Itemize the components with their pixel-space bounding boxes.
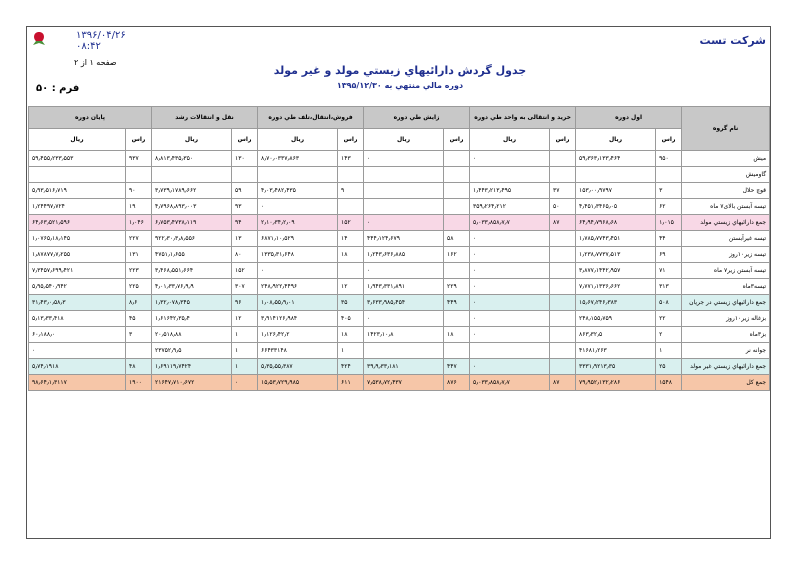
amount-cell: ۱٫۶۱۶۴۲٫۳۵٫۴ xyxy=(152,311,232,327)
count-cell: ۵۸ xyxy=(444,231,470,247)
count-cell: ۵۰۸ xyxy=(656,295,682,311)
amount-cell: ۱٫۲۴۳٫۶۳۶٫۸۸۵ xyxy=(364,247,444,263)
amount-cell: ۳۹٫۹٫۳۳٫۱۸۱ xyxy=(364,359,444,375)
table-row xyxy=(29,359,770,375)
amount-cell: ۱٫۲۳۸٫۷۷۳۷٫۵۱۳ xyxy=(576,247,656,263)
count-cell: ۲۲۵ xyxy=(126,279,152,295)
group-name-cell: تیسه۳ماه xyxy=(682,279,770,295)
count-cell: ۱۶۲ xyxy=(444,247,470,263)
amount-cell: ۲۴۸٫۹۲۲٫۴۴۹۶ xyxy=(258,279,338,295)
count-cell: ۵۰ xyxy=(550,199,576,215)
amount-cell: ۱٫۹۴۳٫۳۳۱٫۸۹۱ xyxy=(364,279,444,295)
count-cell: ۴۰۵ xyxy=(338,311,364,327)
sub-header-row xyxy=(29,129,770,151)
count-cell: ۸۷ xyxy=(550,215,576,231)
amount-cell: ۱۵۳٫۰۰٫۹۷۹۷ xyxy=(576,183,656,199)
amount-cell: ۰ xyxy=(364,311,444,327)
count-cell: ۶۹ xyxy=(656,247,682,263)
amount-cell: ۴٫۰۳٫۴۸۲٫۴۳۵ xyxy=(258,183,338,199)
count-cell xyxy=(444,263,470,279)
group-name-cell: بز۳ماه xyxy=(682,327,770,343)
count-cell: ۱۸ xyxy=(338,247,364,263)
amount-cell: ۰ xyxy=(364,151,444,167)
count-header: راس xyxy=(656,129,682,151)
count-cell: ۹۶ xyxy=(232,295,258,311)
count-cell: ۹۴ xyxy=(232,215,258,231)
count-cell: ۲۲۷ xyxy=(126,231,152,247)
count-cell xyxy=(550,263,576,279)
count-cell: ۱۲ xyxy=(338,279,364,295)
amount-cell: ۵۹٫۴۵۵٫۲۳۳٫۵۵۳ xyxy=(29,151,126,167)
count-cell: ۷۱ xyxy=(656,263,682,279)
amount-cell: ۱٫۸۷۸۷۷٫۷٫۲۵۵ xyxy=(29,247,126,263)
table-row xyxy=(29,167,770,183)
count-cell: ۵۹ xyxy=(232,183,258,199)
amount-cell: ۴۱۶۸۱٫۲۶۳ xyxy=(576,343,656,359)
count-cell: ۱ xyxy=(338,343,364,359)
table-row xyxy=(29,295,770,311)
amount-cell: ۶٫۷۵۳٫۴۷۳۸٫۱۱۹ xyxy=(152,215,232,231)
count-cell xyxy=(444,151,470,167)
amount-cell: ۴۷۵۱٫۱٫۶۵۵ xyxy=(152,247,232,263)
amount-cell xyxy=(576,167,656,183)
count-cell: ۱٫۰۱۵ xyxy=(656,215,682,231)
table-row xyxy=(29,311,770,327)
amount-cell: ۲۰٫۵۱۸٫۸۸ xyxy=(152,327,232,343)
table-row xyxy=(29,279,770,295)
group-name-cell: جمع دارائيهاي زيستي غير مولد xyxy=(682,359,770,375)
amount-cell: ۱٫۲۴۴۹۷٫۷۲۴ xyxy=(29,199,126,215)
count-cell: ۱٫۰۴۶ xyxy=(126,215,152,231)
count-cell: ۱۵۴۸ xyxy=(656,375,682,391)
count-cell: ۱۵۲ xyxy=(232,263,258,279)
count-cell: ۹۳ xyxy=(232,199,258,215)
amount-cell: ۶۴٫۶۳٫۵۲۱٫۵۹۶ xyxy=(29,215,126,231)
company-name: شرکت تست xyxy=(699,34,766,47)
table-row xyxy=(29,151,770,167)
amount-header: ريال xyxy=(364,129,444,151)
amount-cell xyxy=(258,167,338,183)
amount-header: ريال xyxy=(258,129,338,151)
table-row xyxy=(29,199,770,215)
table-row xyxy=(29,183,770,199)
amount-cell: ۸٫۷۰٫۰۳۳۷٫۸۶۳ xyxy=(258,151,338,167)
page-info: صفحه ۱ از ۲ xyxy=(74,58,117,67)
count-cell: ۰ xyxy=(232,375,258,391)
amount-cell: ۶۰٫۱۸۸٫۰ xyxy=(29,327,126,343)
amount-cell: ۱٫۷۸۵٫۷۷۴۳٫۴۵۱ xyxy=(576,231,656,247)
group-name-cell: ميش xyxy=(682,151,770,167)
amount-cell: ۶۸۷۱٫۱۰٫۵۲۹ xyxy=(258,231,338,247)
count-cell: ۳۵ xyxy=(338,295,364,311)
amount-cell: ۷٫۳۴۵۷٫۶۹۹٫۴۲۱ xyxy=(29,263,126,279)
count-cell xyxy=(550,343,576,359)
amount-cell: ۰ xyxy=(470,231,550,247)
amount-cell: ۱۴۲۳٫۱۰٫۸ xyxy=(364,327,444,343)
rose-logo-icon xyxy=(30,29,48,47)
count-cell: ۶۲ xyxy=(656,199,682,215)
group-header: اول دوره xyxy=(576,107,682,129)
count-cell xyxy=(444,311,470,327)
count-cell: ۲۲۹ xyxy=(444,279,470,295)
amount-cell: ۱۳۳۵٫۳۱٫۶۴۸ xyxy=(258,247,338,263)
amount-cell: ۴٫۰۱٫۳۳٫۷۶٫۹٫۹ xyxy=(152,279,232,295)
amount-header: ريال xyxy=(576,129,656,151)
count-cell: ۶۱۱ xyxy=(338,375,364,391)
amount-cell: ۰ xyxy=(470,311,550,327)
amount-cell: ۷٫۵۳۸٫۷۲٫۴۳۷ xyxy=(364,375,444,391)
amount-cell: ۲٫۱۰٫۳۴٫۲٫۰۹ xyxy=(258,215,338,231)
amount-cell: ۰ xyxy=(470,359,550,375)
count-cell: ۱۳۱ xyxy=(126,247,152,263)
amount-cell: ۱٫۳۲٫۰۷۸٫۳۴۵ xyxy=(152,295,232,311)
count-cell: ۴۴۷ xyxy=(444,359,470,375)
count-cell: ۱۸ xyxy=(338,327,364,343)
amount-cell: ۷۹٫۹۵۲٫۱۳۲٫۲۸۶ xyxy=(576,375,656,391)
amount-cell xyxy=(364,167,444,183)
count-cell: ۲ xyxy=(656,327,682,343)
count-cell: ۱۸ xyxy=(444,327,470,343)
count-cell xyxy=(550,167,576,183)
count-cell: ۱۴۳ xyxy=(338,151,364,167)
amount-cell xyxy=(364,343,444,359)
count-cell: ۹ xyxy=(338,183,364,199)
amount-cell: ۱٫۶۹۱۱۹٫۷۴۲۴ xyxy=(152,359,232,375)
count-cell: ۱۳ xyxy=(232,231,258,247)
amount-cell: ۱٫۱۲۶٫۴۲٫۲ xyxy=(258,327,338,343)
amount-cell: ۳۳۳۱٫۹۲۱۳٫۳۵ xyxy=(576,359,656,375)
count-cell xyxy=(126,167,152,183)
amount-cell: ۳۱٫۴۳٫۰٫۵۸٫۳ xyxy=(29,295,126,311)
amount-cell: ۳٫۹۱۴۱۲۶٫۹۸۴ xyxy=(258,311,338,327)
group-header-row xyxy=(29,107,770,129)
amount-cell: ۵٫۹۵٫۵۴۰٫۹۴۲ xyxy=(29,279,126,295)
amount-cell: ۴۴۴٫۱۲۴٫۶۷۹ xyxy=(364,231,444,247)
count-cell: ۴۴۹ xyxy=(444,295,470,311)
count-cell xyxy=(444,215,470,231)
group-header: نقل و انتقالات رشد xyxy=(152,107,258,129)
amount-cell xyxy=(364,199,444,215)
count-cell: ۴۲۴ xyxy=(338,359,364,375)
amount-cell xyxy=(470,167,550,183)
table-row xyxy=(29,327,770,343)
count-cell: ۸۷۶ xyxy=(444,375,470,391)
count-cell: ۱۳۰ xyxy=(232,151,258,167)
amount-cell: ۳۵۹٫۲۶۴٫۲۱۲ xyxy=(470,199,550,215)
count-cell xyxy=(444,183,470,199)
count-cell: ۱۹۰۰ xyxy=(126,375,152,391)
count-cell: ۴۵ xyxy=(126,311,152,327)
page-border-top xyxy=(26,26,771,27)
amount-header: ريال xyxy=(470,129,550,151)
count-cell: ۳ xyxy=(656,183,682,199)
amount-cell: ۰ xyxy=(258,199,338,215)
count-cell xyxy=(126,343,152,359)
count-cell: ۳ xyxy=(126,327,152,343)
table-row xyxy=(29,231,770,247)
count-cell: ۲۵ xyxy=(656,359,682,375)
group-name-cell: تیسه غیرآبستن xyxy=(682,231,770,247)
count-cell: ۳۷ xyxy=(550,183,576,199)
group-name-cell: جمع کل xyxy=(682,375,770,391)
amount-cell: ۱۵٫۵۳٫۷۲۹٫۹۸۵ xyxy=(258,375,338,391)
count-cell xyxy=(656,167,682,183)
group-name-cell: بزغاله زیر۱۰روز xyxy=(682,311,770,327)
count-cell xyxy=(550,231,576,247)
count-header: راس xyxy=(550,129,576,151)
count-cell: ۹۰ xyxy=(126,183,152,199)
count-cell: ۱۵۲ xyxy=(338,215,364,231)
count-cell xyxy=(550,327,576,343)
group-name-cell: تیسه آبستن زیر۷ ماه xyxy=(682,263,770,279)
count-cell xyxy=(550,295,576,311)
count-cell xyxy=(550,279,576,295)
count-cell: ۱ xyxy=(656,343,682,359)
count-cell: ۴۸ xyxy=(126,359,152,375)
amount-cell: ۵٫۰۳۳٫۸۵۸٫۷٫۷ xyxy=(470,375,550,391)
count-cell xyxy=(444,343,470,359)
amount-cell: ۰ xyxy=(470,279,550,295)
count-cell: ۱۲ xyxy=(232,311,258,327)
count-cell xyxy=(338,167,364,183)
count-cell: ۱۹ xyxy=(126,199,152,215)
amount-cell: ۰ xyxy=(470,263,550,279)
amount-cell: ۷٫۷۷۱٫۱۳۳۶٫۶۶۲ xyxy=(576,279,656,295)
count-cell xyxy=(550,359,576,375)
count-header: راس xyxy=(126,129,152,151)
report-date: ۱۳۹۶/۰۴/۲۶ xyxy=(76,30,126,41)
group-name-cell: جمع دارائيهاي زيستي در جريان xyxy=(682,295,770,311)
group-name-cell: قوچ حلال xyxy=(682,183,770,199)
amount-cell: ۱۵٫۶۷٫۲۴۶٫۳۸۳ xyxy=(576,295,656,311)
amount-cell: ۹۸٫۶۴٫۱٫۳۱۱۷ xyxy=(29,375,126,391)
amount-cell: ۰ xyxy=(470,247,550,263)
report-title: جدول گردش دارائيهاي زيستي مولد و غير مولد xyxy=(273,64,527,77)
amount-header: ريال xyxy=(29,129,126,151)
amount-cell: ۶۴٫۹۴٫۷۹۶۸٫۶۸ xyxy=(576,215,656,231)
count-cell: ۱ xyxy=(232,343,258,359)
amount-cell: ۰ xyxy=(258,263,338,279)
report-time: ۰۸:۴۲ xyxy=(76,41,101,52)
count-cell xyxy=(338,199,364,215)
amount-cell: ۵٫۹۳٫۵۱۶٫۷۱۹ xyxy=(29,183,126,199)
group-header: فروش،انتقال،تلف طي دوره xyxy=(258,107,364,129)
count-cell: ۸۷ xyxy=(550,375,576,391)
amount-cell: ۳٫۴۶۸٫۵۵۱٫۶۶۴ xyxy=(152,263,232,279)
amount-cell: ۴٫۴۵۱٫۳۴۶۵٫۰۵ xyxy=(576,199,656,215)
count-header: راس xyxy=(232,129,258,151)
amount-cell: ۰ xyxy=(470,327,550,343)
amount-cell xyxy=(152,167,232,183)
report-period: دوره مالي منتهي به ۱۳۹۵/۱۲/۳۰ xyxy=(336,81,464,90)
table-row xyxy=(29,263,770,279)
amount-cell: ۱٫۰۸٫۵۵٫۹٫۰۱ xyxy=(258,295,338,311)
amount-cell: ۵٫۱۳٫۳۳٫۴۱۸ xyxy=(29,311,126,327)
amount-cell: ۳٫۸۷۷٫۱۴۴۲٫۹۵۷ xyxy=(576,263,656,279)
form-number: فرم : ۵۰ xyxy=(36,83,80,94)
amount-cell: ۲۴۸٫۱۵۵٫۷۵۹ xyxy=(576,311,656,327)
amount-cell xyxy=(470,343,550,359)
count-cell: ۱ xyxy=(232,327,258,343)
group-name-cell: گاومیش xyxy=(682,167,770,183)
count-cell xyxy=(232,167,258,183)
count-cell: ۱۴ xyxy=(338,231,364,247)
amount-cell: ۶۶۴۳۳۱۴۸ xyxy=(258,343,338,359)
count-cell xyxy=(550,151,576,167)
amount-cell: ۵٫۳۵٫۵۵٫۳۸۷ xyxy=(258,359,338,375)
group-name-header: نام گروه xyxy=(682,107,770,151)
amount-cell: ۵٫۰۳۳٫۸۵۸٫۷٫۷ xyxy=(470,215,550,231)
table-row xyxy=(29,343,770,359)
amount-header: ريال xyxy=(152,129,232,151)
group-name-cell: جمع دارائيهاي زيستي مولد xyxy=(682,215,770,231)
count-cell xyxy=(550,311,576,327)
amount-cell: ۰ xyxy=(29,343,126,359)
amount-cell: ۰ xyxy=(364,215,444,231)
amount-cell: ۱٫۰۷۶۵٫۱۸٫۱۴۵ xyxy=(29,231,126,247)
group-name-cell: جوانه نر xyxy=(682,343,770,359)
page-border-right xyxy=(770,26,771,538)
count-header: راس xyxy=(338,129,364,151)
count-cell: ۴۴ xyxy=(656,231,682,247)
count-cell xyxy=(444,199,470,215)
count-cell: ۸٫۶ xyxy=(126,295,152,311)
table-row xyxy=(29,215,770,231)
amount-cell: ۰ xyxy=(364,263,444,279)
count-cell: ۳۱۳ xyxy=(656,279,682,295)
count-cell: ۲۲ xyxy=(656,311,682,327)
amount-cell: ۲۱۶۴۷٫۷۱۰٫۶۷۲ xyxy=(152,375,232,391)
table-body xyxy=(29,151,770,391)
count-cell: ۹۳۷ xyxy=(126,151,152,167)
group-header: زايش طي دوره xyxy=(364,107,470,129)
amount-cell: ۸۶۳٫۳۲٫۵ xyxy=(576,327,656,343)
table-row xyxy=(29,247,770,263)
amount-cell xyxy=(364,183,444,199)
amount-cell: ۹۲۲٫۳۰٫۳٫۸٫۵۵۶ xyxy=(152,231,232,247)
amount-cell: ۰ xyxy=(470,151,550,167)
amount-cell: ۲۳۷۵۲٫۹٫۵ xyxy=(152,343,232,359)
assets-table xyxy=(28,106,770,391)
count-cell xyxy=(444,167,470,183)
amount-cell: ۸٫۸۱۳٫۴۳۵٫۳۵۰ xyxy=(152,151,232,167)
group-header: پايان دوره xyxy=(29,107,152,129)
count-cell xyxy=(338,263,364,279)
amount-cell: ۱٫۴۴۳٫۲۱۳٫۴۹۵ xyxy=(470,183,550,199)
amount-cell: ۳٫۶۳۳٫۹۸۵٫۴۵۴ xyxy=(364,295,444,311)
count-cell xyxy=(550,247,576,263)
group-name-cell: تیسه زیر۱۰روز xyxy=(682,247,770,263)
count-cell: ۱ xyxy=(232,359,258,375)
amount-cell: ۰ xyxy=(470,295,550,311)
amount-cell: ۴٫۷۹۶۸٫۸۹۳٫۰۰۳ xyxy=(152,199,232,215)
page-border-bottom xyxy=(26,538,771,539)
amount-cell: ۵٫۷۴٫۱۹۱۸ xyxy=(29,359,126,375)
count-cell: ۸۰ xyxy=(232,247,258,263)
amount-cell: ۵۹٫۳۶۳٫۱۳۳٫۴۶۴ xyxy=(576,151,656,167)
group-name-cell: تیسه آبستن بالای۷ ماه xyxy=(682,199,770,215)
count-cell: ۲۲۳ xyxy=(126,263,152,279)
table-row xyxy=(29,375,770,391)
count-header: راس xyxy=(444,129,470,151)
amount-cell xyxy=(29,167,126,183)
amount-cell: ۳٫۷۳۹٫۱۷۸۹٫۶۶۲ xyxy=(152,183,232,199)
page-border-left xyxy=(26,26,27,538)
count-cell: ۳۰۷ xyxy=(232,279,258,295)
group-header: خرید و انتقالی به واحد طي دوره xyxy=(470,107,576,129)
count-cell: ۹۵۰ xyxy=(656,151,682,167)
